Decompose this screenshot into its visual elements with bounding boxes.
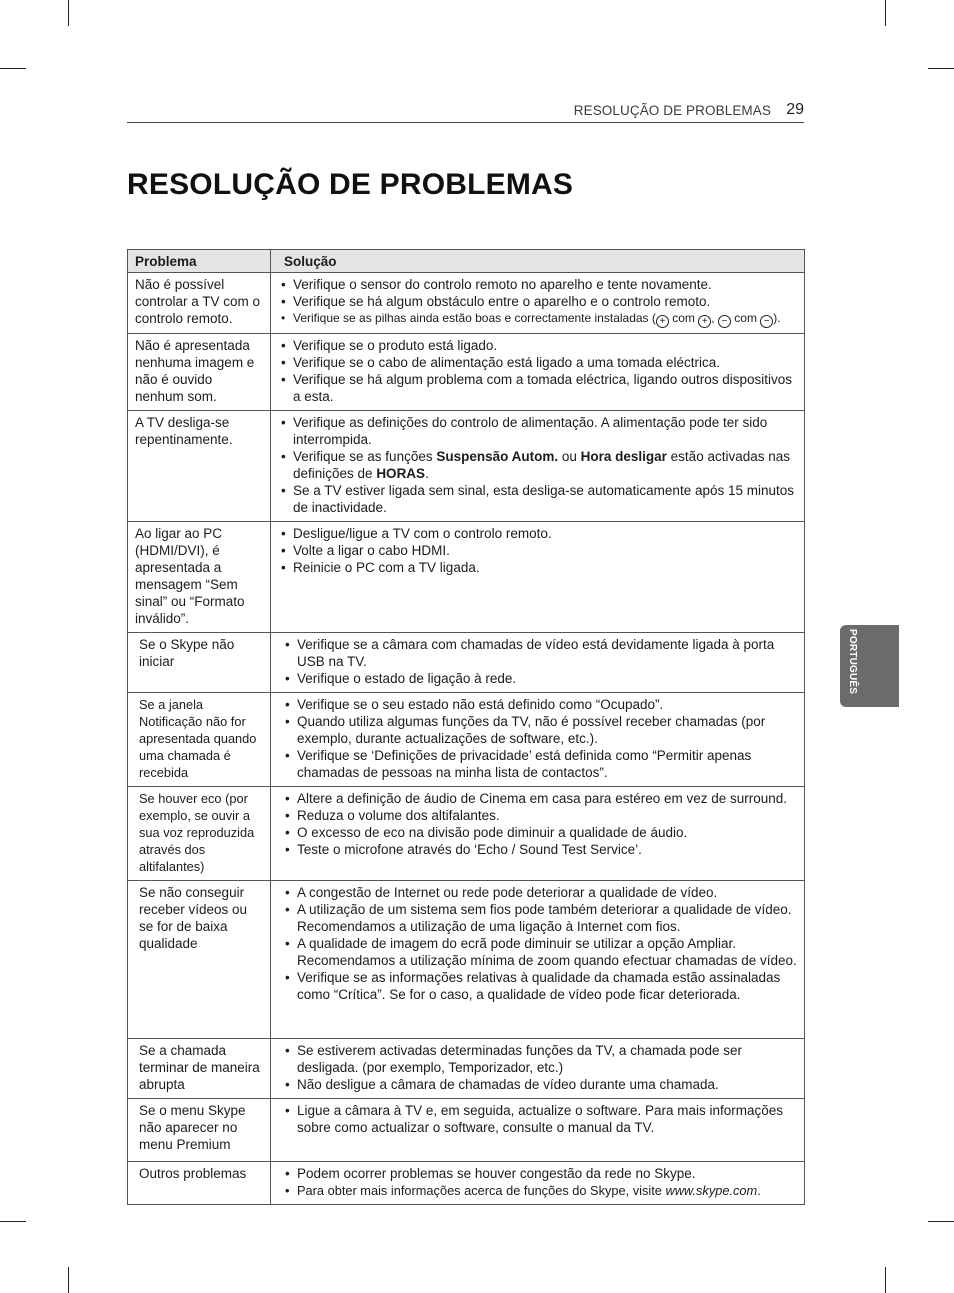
table-row [128,411,805,522]
solution-item: • Verifique o estado de ligação à rede. [271,670,798,687]
solution-cell [271,787,805,881]
plus-terminal-icon: + [656,315,669,328]
solution-item: • Quando utiliza algumas funções da TV, não é possível receber chamadas (por exemplo, durante actualizações de software, etc.). [271,713,798,747]
solution-item: • Verifique se a câmara com chamadas de vídeo está devidamente ligada à porta USB na TV. [271,636,798,670]
table-row [128,881,805,1039]
solution-cell [271,411,805,522]
solution-item: • Podem ocorrer problemas se houver congestão da rede no Skype. [271,1165,798,1182]
table-row [128,1099,805,1162]
solution-item: • Teste o microfone através do ‘Echo / Sound Test Service’. [271,841,798,858]
table-row [128,633,805,693]
minus-terminal-icon: − [718,315,731,328]
solution-item: • Verifique se há algum obstáculo entre o aparelho e o controlo remoto. [271,293,798,310]
solution-item: • Verifique se há algum problema com a tomada eléctrica, ligando outros dispositivos a esta. [271,371,798,405]
crop-mark [928,68,954,69]
page-number: 29 [786,101,804,118]
com-label: com [734,311,757,325]
problem-cell: Não é possível controlar a TV com o controlo remoto. [128,273,271,334]
crop-mark [0,1221,26,1222]
solution-item: • Se a TV estiver ligada sem sinal, esta desliga-se automaticamente após 15 minutos de inactividade. [271,482,798,516]
problem-cell: Outros problemas [128,1162,271,1205]
crop-mark [68,0,69,26]
problem-cell: Se não conseguir receber vídeos ou se for de baixa qualidade [128,881,271,1039]
solution-cell [271,693,805,787]
table-row [128,787,805,881]
problem-cell: Se a janela Notificação não for apresentada quando uma chamada é recebida [128,693,271,787]
com-label: com [672,311,695,325]
text-run: Para obter mais informações acerca de funções do Skype, visite [297,1183,666,1198]
solution-item: • Verifique se ‘Definições de privacidade’ está definida como “Permitir apenas chamadas de pessoas na minha lista de contactos”. [271,747,798,781]
solution-item: • Verifique se o produto está ligado. [271,337,798,354]
battery-text: Verifique se as pilhas ainda estão boas e correctamente instaladas ( [293,311,656,325]
solution-cell [271,1162,805,1205]
solution-cell [271,633,805,693]
solution-item: • Se estiverem activadas determinadas funções da TV, a chamada pode ser desligada. (por exemplo, Temporizador, etc.) [271,1042,798,1076]
battery-text-suffix: ). [773,311,781,325]
solution-item: • Reinicie o PC com a TV ligada. [271,559,798,576]
table-row [128,693,805,787]
running-header [127,100,804,123]
solution-item: • Verifique as definições do controlo de alimentação. A alimentação pode ter sido interrompida. [271,414,798,448]
table-row [128,522,805,633]
solution-item: • A qualidade de imagem do ecrã pode diminuir se utilizar a opção Ampliar. Recomendamos a utilização mínima de zoom quando efectuar chamadas de vídeo. [271,935,798,969]
solution-cell [271,1039,805,1099]
problem-cell: A TV desliga-se repentinamente. [128,411,271,522]
crop-mark [68,1267,69,1293]
table-header-row [128,250,805,273]
text-run: ou [558,449,581,464]
troubleshooting-table [127,249,805,1205]
minus-terminal-icon: − [760,315,773,328]
problem-cell: Se o menu Skype não aparecer no menu Premium [128,1099,271,1162]
solution-item: • Verifique se o cabo de alimentação está ligado a uma tomada eléctrica. [271,354,798,371]
solution-item: • Verifique se as pilhas ainda estão boas e correctamente instaladas ( + com + , − com − ). [271,310,798,328]
crop-mark [885,0,886,26]
text-run: estão activadas nas definições de [293,449,790,481]
function-name: Hora desligar [580,449,667,464]
table-row [128,1162,805,1205]
table-row [128,273,805,334]
text-run: . [425,466,429,481]
menu-name: HORAS [376,466,426,481]
crop-mark [885,1267,886,1293]
solution-item: • Ligue a câmara à TV e, em seguida, actualize o software. Para mais informações sobre como actualizar o software, consulte o manual da TV. [271,1102,798,1136]
website-link[interactable]: www.skype.com [665,1183,758,1198]
solution-item [271,448,798,482]
problem-cell: Se houver eco (por exemplo, se ouvir a sua voz reproduzida através dos altifalantes) [128,787,271,881]
text-run: . [757,1183,761,1198]
language-tab-label: PORTUGUÊS [847,629,858,695]
solution-item: • A congestão de Internet ou rede pode deteriorar a qualidade de vídeo. [271,884,798,901]
solution-item [271,1182,798,1199]
solution-cell [271,881,805,1039]
column-header-solution: Solução [271,250,805,273]
problem-cell: Se a chamada terminar de maneira abrupta [128,1039,271,1099]
solution-item: • Verifique o sensor do controlo remoto no aparelho e tente novamente. [271,276,798,293]
crop-mark [0,68,26,69]
column-header-problem: Problema [128,250,271,273]
plus-terminal-icon: + [698,315,711,328]
solution-item: • Desligue/ligue a TV com o controlo remoto. [271,525,798,542]
problem-cell: Ao ligar ao PC (HDMI/DVI), é apresentada a mensagem “Sem sinal” ou “Formato inválido”. [128,522,271,633]
solution-item: • A utilização de um sistema sem fios pode também deteriorar a qualidade de vídeo. Recomendamos a utilização de uma ligação à Internet com fios. [271,901,798,935]
solution-item: • Não desligue a câmara de chamadas de vídeo durante uma chamada. [271,1076,798,1093]
table-row [128,334,805,411]
solution-cell [271,273,805,334]
text-run: Verifique se as funções [293,449,437,464]
table-row [128,1039,805,1099]
language-tab [840,625,899,707]
problem-cell: Não é apresentada nenhuma imagem e não é ouvido nenhum som. [128,334,271,411]
problem-cell: Se o Skype não iniciar [128,633,271,693]
solution-item: • Verifique se o seu estado não está definido como “Ocupado”. [271,696,798,713]
solution-item: • O excesso de eco na divisão pode diminuir a qualidade de áudio. [271,824,798,841]
crop-mark [928,1221,954,1222]
header-section-title: RESOLUÇÃO DE PROBLEMAS [573,103,771,118]
solution-cell [271,1099,805,1162]
solution-item: • Verifique se as informações relativas à qualidade da chamada estão assinaladas como “Crítica”. Se for o caso, a qualidade de vídeo pode ficar deteriorada. [271,969,798,1003]
solution-item: • Volte a ligar o cabo HDMI. [271,542,798,559]
solution-cell [271,522,805,633]
solution-item: • Reduza o volume dos altifalantes. [271,807,798,824]
function-name: Suspensão Autom. [436,449,559,464]
page-title: RESOLUÇÃO DE PROBLEMAS [127,168,574,201]
solution-item: • Altere a definição de áudio de Cinema em casa para estéreo em vez de surround. [271,790,798,807]
solution-cell [271,334,805,411]
